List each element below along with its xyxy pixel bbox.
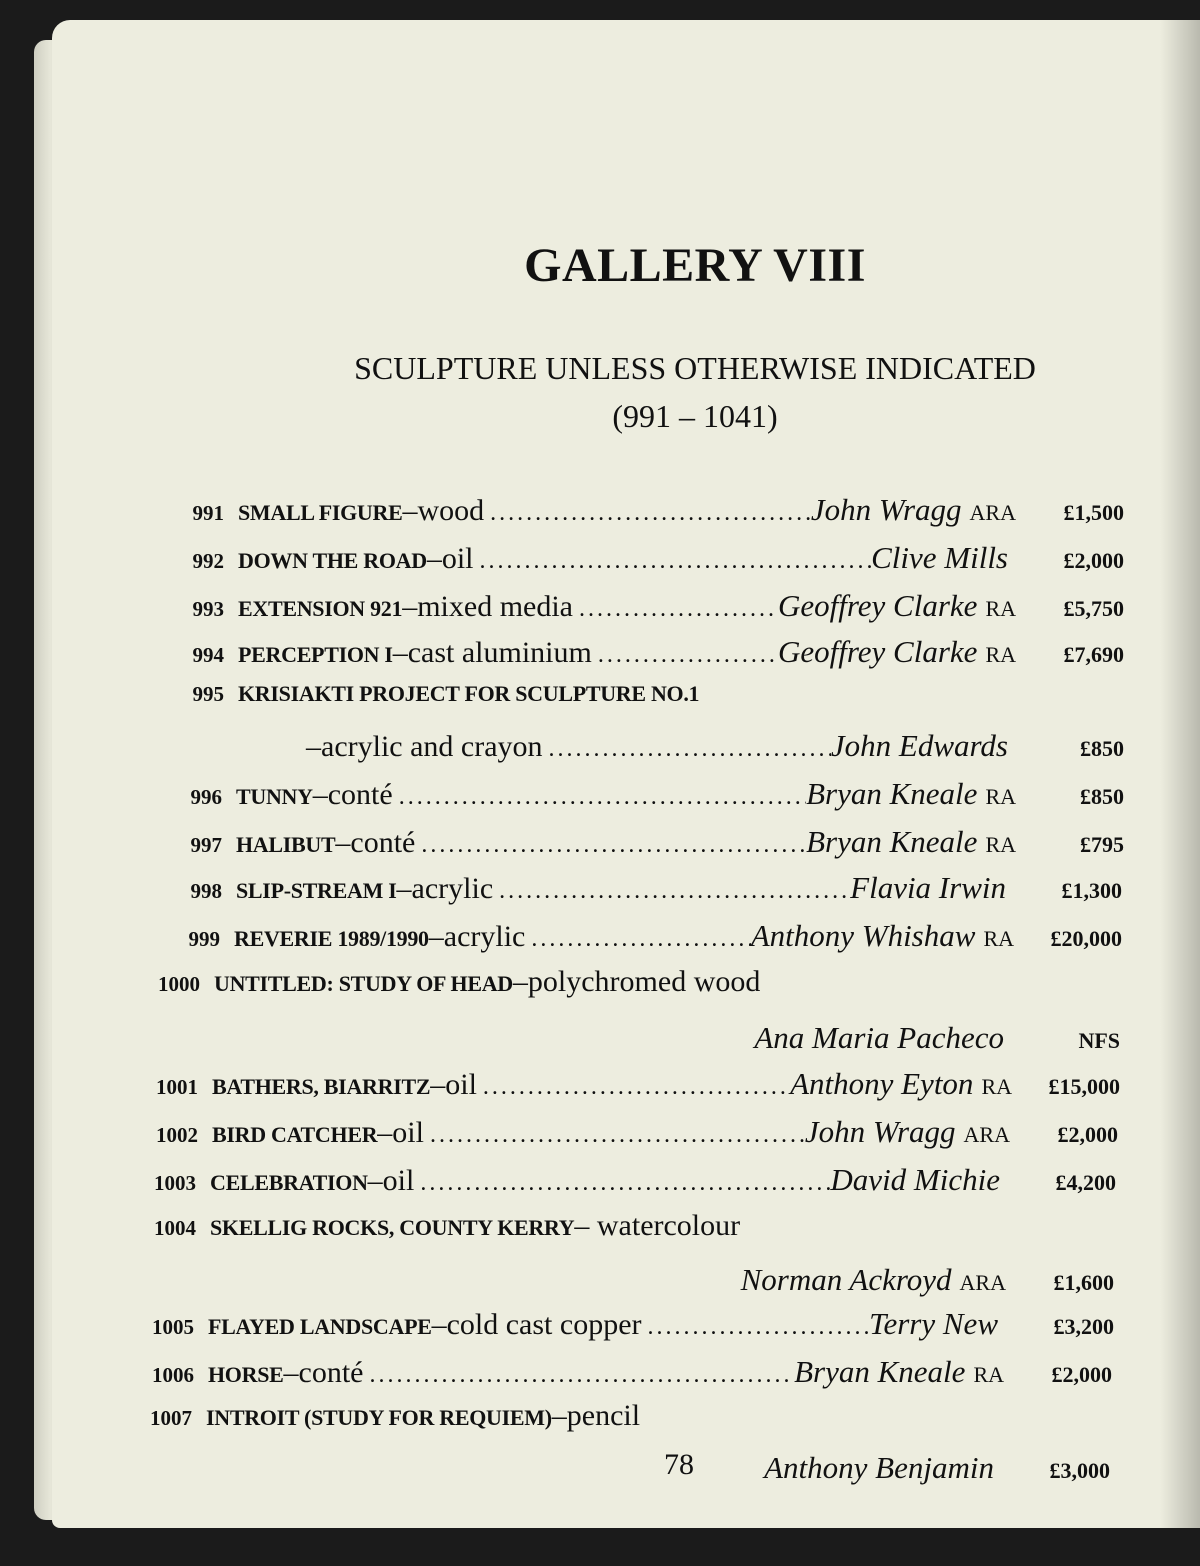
entry-suffix: ARA (963, 1122, 1010, 1147)
entry-row (164, 774, 1124, 814)
entry-row (166, 674, 1124, 714)
entry-number: 1003 (154, 1171, 196, 1195)
entry-row (162, 916, 1122, 956)
entry-row-continuation (652, 1018, 1120, 1058)
entry-price: £1,500 (1063, 500, 1124, 525)
entry-medium: –polychromed wood (512, 965, 761, 998)
entry-number: 1007 (150, 1406, 192, 1430)
entry-artist: John Wragg (804, 1114, 956, 1149)
entry-price: £2,000 (1057, 1122, 1118, 1147)
entry-price: £3,200 (1053, 1314, 1114, 1339)
entry-medium: –acrylic (396, 872, 494, 905)
entry-title: FLAYED LANDSCAPE (208, 1314, 432, 1339)
entry-artist: Bryan Kneale (794, 1354, 966, 1389)
entry-title: SKELLIG ROCKS, COUNTY KERRY (210, 1215, 575, 1240)
entry-suffix: RA (985, 596, 1016, 621)
entry-artist: David Michie (830, 1162, 1000, 1197)
leader-dots (493, 871, 850, 911)
entry-suffix: RA (985, 832, 1016, 857)
entry-medium: –oil (367, 1164, 415, 1197)
leader-dots (573, 589, 778, 629)
catalogue-page (52, 20, 1200, 1528)
entry-suffix: RA (981, 1074, 1012, 1099)
entry-row (164, 868, 1122, 908)
entry-number: 996 (190, 785, 222, 809)
entry-artist: Bryan Kneale (806, 824, 978, 859)
entry-row (166, 586, 1124, 626)
entry-row (136, 1352, 1112, 1392)
entry-row (166, 490, 1124, 530)
entry-number: 1000 (158, 972, 200, 996)
entry-artist: Geoffrey Clarke (778, 634, 978, 669)
entry-suffix: RA (985, 642, 1016, 667)
entry-row (134, 1396, 1110, 1436)
entry-number: 997 (190, 833, 222, 857)
entry-number: 991 (192, 501, 224, 525)
entry-artist: Clive Mills (871, 540, 1008, 575)
entry-row (138, 1206, 1116, 1246)
entry-artist: Norman Ackroyd (740, 1262, 952, 1297)
entry-price: £20,000 (1050, 926, 1122, 951)
entry-medium: –oil (377, 1116, 424, 1149)
entry-price: £1,600 (1053, 1270, 1114, 1295)
gallery-title: GALLERY VIII (524, 239, 866, 292)
leader-dots (477, 1067, 790, 1107)
entry-row (166, 632, 1124, 672)
entry-title: PERCEPTION I (238, 642, 393, 667)
entry-suffix: ARA (969, 500, 1016, 525)
entry-artist: Flavia Irwin (850, 870, 1006, 905)
entry-price: £2,000 (1063, 548, 1124, 573)
entry-row (136, 1304, 1114, 1344)
leader-dots (543, 729, 831, 769)
leader-dots (364, 1355, 795, 1395)
entry-row (166, 538, 1124, 578)
entry-medium: –cold cast copper (431, 1308, 642, 1341)
entry-medium: –pencil (551, 1399, 641, 1432)
entry-artist: Anthony Eyton (790, 1066, 974, 1101)
entry-row-continuation (672, 1448, 1110, 1488)
entry-title: BIRD CATCHER (212, 1122, 378, 1147)
entry-price: £7,690 (1063, 642, 1124, 667)
entry-number: 1005 (152, 1315, 194, 1339)
entry-artist: Anthony Benjamin (764, 1450, 994, 1485)
leader-dots (414, 1163, 830, 1203)
entry-artist: Bryan Kneale (806, 776, 978, 811)
entry-number: 1004 (154, 1216, 196, 1240)
entry-title: BATHERS, BIARRITZ (212, 1074, 431, 1099)
entry-suffix: RA (985, 784, 1016, 809)
entry-medium: –cast aluminium (392, 636, 592, 669)
entry-title: CELEBRATION (210, 1170, 368, 1195)
entry-price: £1,300 (1061, 878, 1122, 903)
entry-artist: John Wragg (810, 492, 962, 527)
entry-list (52, 20, 1200, 1528)
entry-medium: –conté (335, 826, 416, 859)
entry-suffix: RA (973, 1362, 1004, 1387)
entry-row (138, 1160, 1116, 1200)
entry-title: HORSE (208, 1362, 284, 1387)
entry-price: £3,000 (1049, 1458, 1110, 1483)
entry-price: £2,000 (1051, 1362, 1112, 1387)
entry-price: £15,000 (1048, 1074, 1120, 1099)
entry-price: NFS (1078, 1028, 1120, 1053)
leader-dots (484, 493, 811, 533)
entry-number: 993 (192, 597, 224, 621)
entry-title: REVERIE 1989/1990 (234, 926, 429, 951)
entry-row (164, 822, 1124, 862)
entry-row (142, 962, 1122, 1002)
entry-medium: –acrylic and crayon (306, 730, 543, 763)
entry-medium: –oil (430, 1068, 477, 1101)
entry-medium: –conté (283, 1356, 364, 1389)
gallery-subtitle: SCULPTURE UNLESS OTHERWISE INDICATED (354, 350, 1036, 386)
entry-title: HALIBUT (236, 832, 336, 857)
entry-row (140, 1112, 1118, 1152)
catalogue-range: (991 – 1041) (612, 398, 778, 434)
entry-number: 994 (192, 643, 224, 667)
entry-medium: –acrylic (428, 920, 526, 953)
leader-dots (393, 777, 806, 817)
entry-medium: –conté (312, 778, 393, 811)
entry-price: £795 (1080, 832, 1124, 857)
entry-price: £5,750 (1063, 596, 1124, 621)
entry-suffix: RA (983, 926, 1014, 951)
entry-medium: –wood (402, 494, 485, 527)
entry-artist: Ana Maria Pacheco (754, 1020, 1004, 1055)
entry-title: UNTITLED: STUDY OF HEAD (214, 971, 513, 996)
entry-number: 999 (188, 927, 220, 951)
leader-dots (525, 919, 750, 959)
entry-row-continuation (306, 726, 1124, 766)
entry-suffix: ARA (959, 1270, 1006, 1295)
entry-number: 998 (190, 879, 222, 903)
entry-number: 1002 (156, 1123, 198, 1147)
entry-title: SMALL FIGURE (238, 500, 403, 525)
entry-title: DOWN THE ROAD (238, 548, 427, 573)
entry-price: £850 (1080, 736, 1124, 761)
entry-artist: Anthony Whishaw (750, 918, 976, 953)
leader-dots (474, 541, 872, 581)
entry-number: 995 (192, 682, 224, 706)
entry-number: 1006 (152, 1363, 194, 1387)
leader-dots (642, 1307, 870, 1347)
entry-row-continuation (632, 1260, 1114, 1300)
leader-dots (424, 1115, 805, 1155)
entry-price: £850 (1080, 784, 1124, 809)
entry-title: INTROIT (STUDY FOR REQUIEM) (206, 1405, 552, 1430)
entry-number: 1001 (156, 1075, 198, 1099)
entry-row (140, 1064, 1120, 1104)
entry-artist: John Edwards (830, 728, 1008, 763)
entry-title: TUNNY (236, 784, 313, 809)
entry-title: EXTENSION 921 (238, 596, 403, 621)
entry-title: KRISIAKTI PROJECT FOR SCULPTURE NO.1 (238, 681, 700, 706)
entry-medium: – watercolour (574, 1209, 741, 1242)
entry-number: 992 (192, 549, 224, 573)
leader-dots (415, 825, 806, 865)
leader-dots (592, 635, 778, 675)
entry-artist: Terry New (869, 1306, 998, 1341)
entry-artist: Geoffrey Clarke (778, 588, 978, 623)
entry-medium: –oil (426, 542, 474, 575)
entry-price: £4,200 (1055, 1170, 1116, 1195)
entry-title: SLIP-STREAM I (236, 878, 397, 903)
entry-medium: –mixed media (402, 590, 573, 623)
page-number: 78 (664, 1448, 694, 1481)
